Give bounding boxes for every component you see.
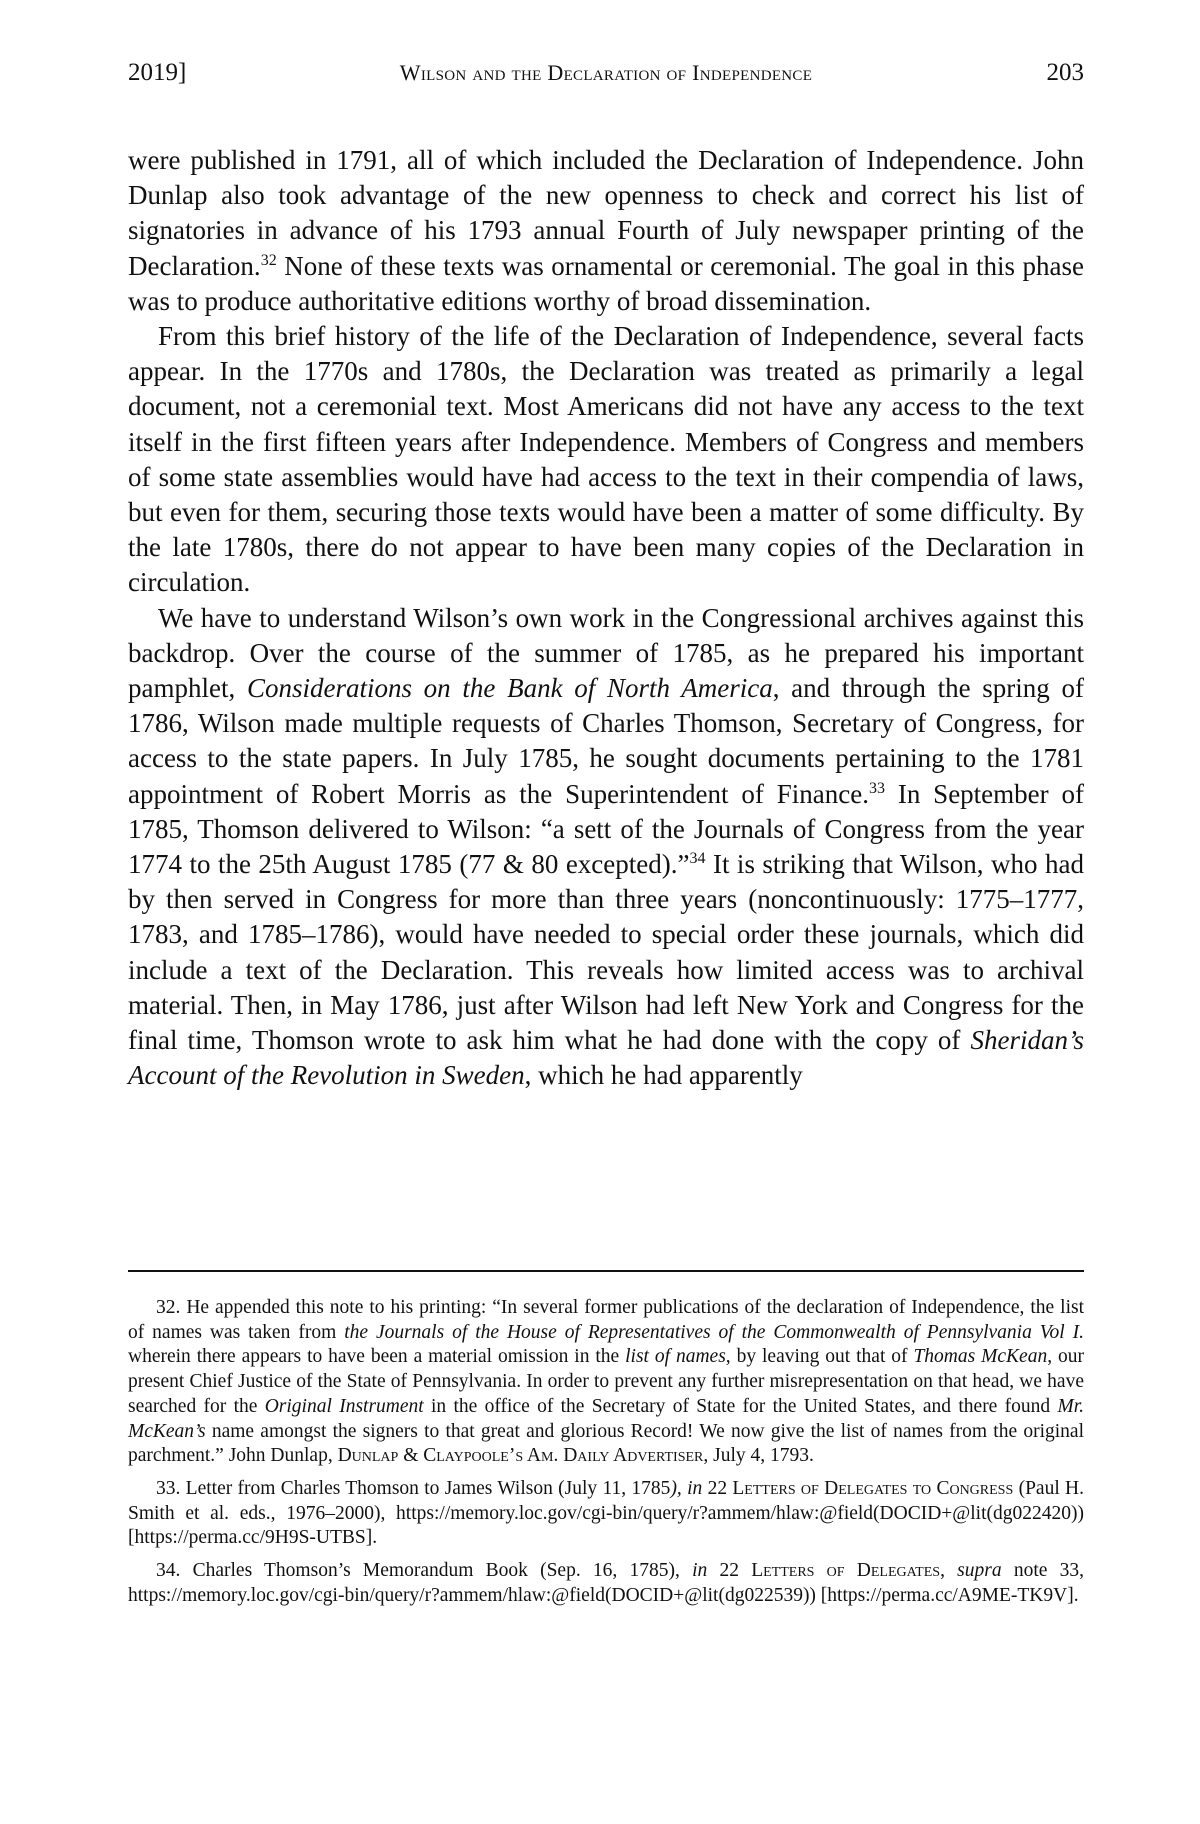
book-title: Sheridan’s Account of the Revolution in Sweden [128,1025,1084,1091]
p1-text-a: were published in 1791, all of which included the Declaration of Independence. John Dunlap also took advantage of the new openness to check and correct his list of signatories in advance of his 1793 annual Fourth of July newspaper printing of the Declaration. [128,145,1084,281]
footnote-number: 34. [156,1560,181,1582]
p3-text-a: We have to understand Wilson’s own work in the Congressional archives against this backdrop. Over the course of the summer of 1785, as he prepared his important pamphlet, [128,602,1084,704]
source-title: Letters of Delegates [751,1560,941,1582]
fn32-text: , by leaving out that of [725,1346,914,1368]
fn32-text: wherein there appears to have been a material omission in the [128,1346,626,1368]
fn32-italic: list of names [625,1346,726,1368]
fn34-text: Charles Thomson’s Memorandum Book (Sep. 16, 1785), [180,1560,693,1582]
footnote-32 [128,1296,1084,1469]
header-year: 2019] [128,59,187,86]
fn33-italic: ), in [670,1477,703,1499]
header-title: Wilson and the Declaration of Independence [399,60,813,85]
fn33-text: Letter from Charles Thomson to James Wilson (July 11, 1785 [180,1477,671,1499]
fn32-text: , July 4, 1793. [703,1445,814,1467]
fn32-text: name amongst the signers to that great and glorious Record! We now give the list of names from the original parchment.” John Dunlap, [128,1420,1084,1467]
fn34-text: note 33, https://memory.loc.gov/cgi-bin/query/r?ammem/hlaw:@field(DOCID+@lit(dg022539)) [https://perma.cc/A9ME-TK9V]. [128,1560,1084,1606]
fn34-italic: in [692,1560,708,1582]
footnote-ref-34[interactable]: 34 [689,850,706,868]
paragraph-3 [128,601,1084,1094]
fn32-italic: the Journals of the House of Representatives of the Commonwealth of Pennsylvania Vol I. [344,1321,1084,1343]
paragraph-1 [128,143,1084,319]
fn34-text: 22 [707,1560,752,1582]
footnote-ref-33[interactable]: 33 [868,779,885,797]
fn32-italic: Mr. McKean’s [128,1395,1085,1442]
footnote-number: 33. [156,1477,181,1499]
fn33-text: (Paul H. Smith et al. eds., 1976–2000), https://memory.loc.gov/cgi-bin/query/r?ammem/hlaw:@field(DOCID+@lit(dg022420)) [https://perma.cc/9H9S-UTBS]. [128,1477,1084,1549]
page-number: 203 [1046,59,1084,86]
footnote-ref-32[interactable]: 32 [260,251,277,269]
fn33-text: 22 [702,1477,733,1499]
fn34-italic: supra [957,1560,1002,1582]
paragraph-2: From this brief history of the life of the Declaration of Independence, several facts appear. In the 1770s and 1780s, the Declaration was treated as primarily a legal document, not a ceremonial text. Most Americans did not have any access to the text itself in the first fifteen years after Independence. Members of Congress and members of some state assemblies would have had access to the text in their compendia of laws, but even for them, securing those texts would have been a matter of some difficulty. By the late 1780s, there do not appear to have been many copies of the Declaration in circulation. [128,321,1084,598]
running-header [128,56,1084,90]
fn32-text: in the office of the Secretary of State for the United States, and there found [423,1395,1058,1417]
p3-text-e: , which he had apparently [524,1060,803,1091]
p3-text-c: In September of 1785, Thomson delivered to Wilson: “a sett of the Journals of Congress from the year 1774 to the 25th August 1785 (77 & 80 excepted).” [128,778,1084,880]
pamphlet-title: Considerations on the Bank of North America [246,673,773,704]
p3-text-d: It is striking that Wilson, who had by then served in Congress for more than three years (noncontinuously: 1775–1777, 1783, and 1785–1786), would have needed to special order these journals, which did include a text of the Declaration. This reveals how limited access was to archival material. Then, in May 1786, just after Wilson had left New York and Congress for the final time, Thomson wrote to ask him what he had done with the copy of [128,849,1084,1056]
fn32-text: He appended this note to his printing: “In several former publications of the declaration of Independence, the list of names was taken from [128,1297,1084,1343]
footnote-33 [128,1477,1084,1551]
fn34-text: , [940,1560,958,1582]
footnote-divider [128,1270,1084,1272]
source-title: Letters of Delegates to Congress [732,1477,1014,1499]
main-text [128,143,1084,1093]
newspaper-title: Dunlap & Claypoole’s Am. Daily Advertiser [337,1445,704,1467]
fn32-italic: Original Instrument [264,1395,424,1417]
footnotes [128,1296,1084,1616]
p1-text-b: None of these texts was ornamental or ceremonial. The goal in this phase was to produce authoritative editions worthy of broad dissemination. [128,250,1084,316]
footnote-number: 32. [156,1297,181,1318]
fn32-italic: Thomas McKean [913,1346,1048,1368]
footnote-34 [128,1559,1084,1608]
fn32-text: , our present Chief Justice of the State of Pennsylvania. In order to prevent any further misrepresentation on that head, we have searched for the [128,1346,1084,1417]
p3-text-b: , and through the spring of 1786, Wilson made multiple requests of Charles Thomson, Secretary of Congress, for access to the state papers. In July 1785, he sought documents pertaining to the 1781 appointment of Robert Morris as the Superintendent of Finance. [128,673,1084,809]
